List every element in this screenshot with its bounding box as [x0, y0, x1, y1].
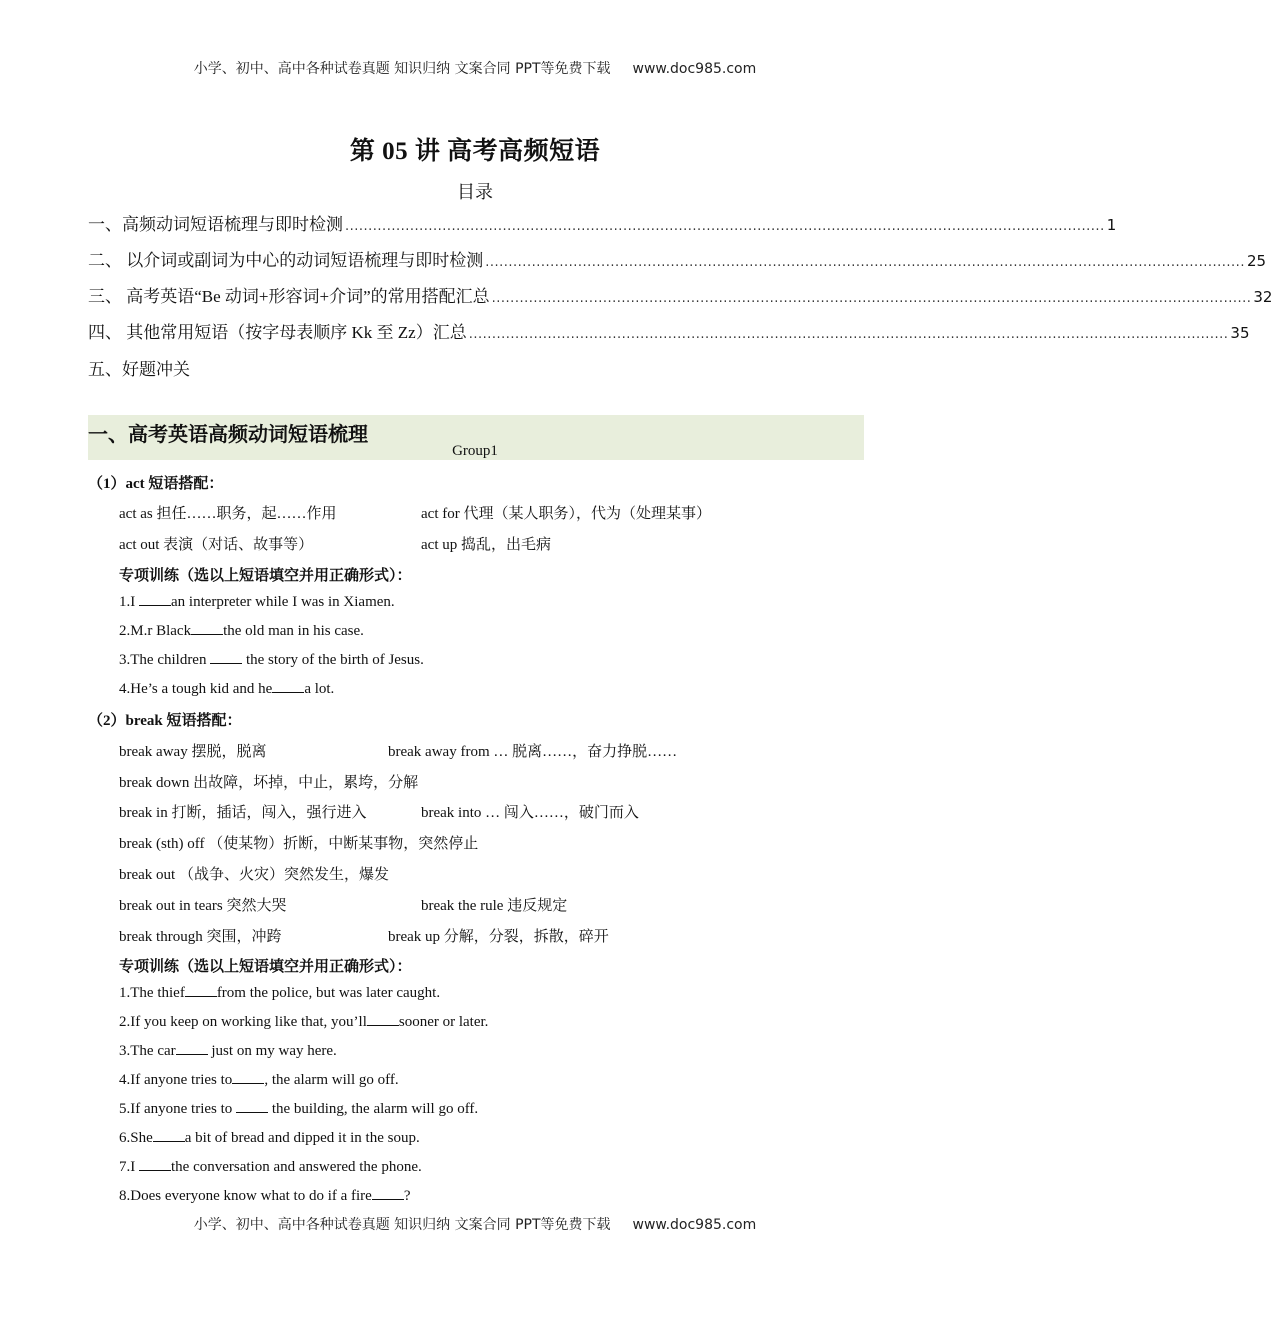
toc-heading: 目录	[457, 182, 493, 202]
answer-blank[interactable]	[139, 1157, 171, 1171]
phrase-item: break in 打断，插话，闯入，强行进入	[119, 805, 367, 821]
toc-leader: ....................................................................................................................................................................	[468, 327, 1229, 342]
toc-item-page: 25	[1246, 252, 1267, 270]
phrase-item: break the rule 违反规定	[421, 898, 568, 914]
exercise-item: 2.M.r Black the old man in his case.	[119, 623, 364, 639]
toc-item-label: 二、 以介词或副词为中心的动词短语梳理与即时检测	[88, 251, 484, 270]
section-title: 一、高考英语高频动词短语梳理	[88, 424, 368, 446]
act-heading: （1）act 短语搭配：	[88, 476, 224, 492]
exercise-item: 6.She a bit of bread and dipped it in the soup.	[119, 1130, 420, 1146]
footer-text: 小学、初中、高中各种试卷真题 知识归纳 文案合同 PPT等免费下载	[193, 1217, 611, 1233]
phrase-item: break away from … 脱离……，奋力挣脱……	[388, 744, 678, 760]
toc-item-five[interactable]: 五、好题冲关	[88, 360, 190, 379]
header-site[interactable]: www.doc985.com	[632, 61, 757, 77]
toc-item[interactable]	[88, 246, 1267, 270]
phrase-item: break away 摆脱，脱离	[119, 744, 267, 760]
group-label: Group1	[452, 443, 498, 459]
phrase-item: break into … 闯入……，破门而入	[421, 805, 639, 821]
phrase-item: act as 担任……职务，起……作用	[119, 506, 337, 522]
exercise-item: 3.The children the story of the birth of Jesus.	[119, 652, 424, 668]
toc-leader: ....................................................................................................................................................................	[345, 219, 1105, 234]
practice-heading: 专项训练（选以上短语填空并用正确形式）：	[119, 959, 412, 975]
answer-blank[interactable]	[372, 1186, 404, 1200]
answer-blank[interactable]	[210, 650, 242, 664]
footer-site[interactable]: www.doc985.com	[632, 1217, 757, 1233]
phrase-item: break out （战争、火灾）突然发生，爆发	[119, 867, 389, 883]
toc-item[interactable]	[88, 282, 1272, 306]
phrase-item: break out in tears 突然大哭	[119, 898, 287, 914]
answer-blank[interactable]	[191, 621, 223, 635]
page-title: 第 05 讲 高考高频短语	[349, 138, 601, 165]
exercise-item: 1.I an interpreter while I was in Xiamen.	[119, 594, 395, 610]
answer-blank[interactable]	[139, 592, 171, 606]
break-heading: （2）break 短语搭配：	[88, 713, 242, 729]
exercise-item: 4.If anyone tries to , the alarm will go off.	[119, 1072, 399, 1088]
toc-item-page: 1	[1106, 216, 1117, 234]
phrase-item: break through 突围，冲跨	[119, 929, 282, 945]
exercise-item: 1.The thief from the police, but was later caught.	[119, 985, 441, 1001]
exercise-item: 8.Does everyone know what to do if a fire ?	[119, 1188, 411, 1204]
page-footer	[0, 1214, 950, 1234]
answer-blank[interactable]	[185, 983, 217, 997]
toc-item-label: 三、 高考英语“Be 动词+形容词+介词”的常用搭配汇总	[88, 287, 490, 306]
phrase-item: act for 代理（某人职务），代为（处理某事）	[421, 506, 711, 522]
toc-item-page: 32	[1253, 288, 1272, 306]
toc-item-label: 一、高频动词短语梳理与即时检测	[88, 215, 343, 234]
toc-leader: ....................................................................................................................................................................	[491, 291, 1252, 306]
exercise-item: 2.If you keep on working like that, you’ll sooner or later.	[119, 1014, 489, 1030]
exercise-item: 5.If anyone tries to the building, the alarm will go off.	[119, 1101, 479, 1117]
answer-blank[interactable]	[153, 1128, 185, 1142]
answer-blank[interactable]	[367, 1012, 399, 1026]
toc-item[interactable]	[88, 210, 1117, 234]
phrase-item: break down 出故障，坏掉，中止，累垮，分解	[119, 775, 419, 791]
phrase-item: break up 分解，分裂，拆散，碎开	[388, 929, 609, 945]
exercise-item: 4.He’s a tough kid and he a lot.	[119, 681, 335, 697]
toc-item-label: 四、 其他常用短语（按字母表顺序 Kk 至 Zz）汇总	[88, 323, 467, 342]
toc-item-page: 35	[1230, 324, 1250, 342]
toc-leader: ....................................................................................................................................................................	[485, 255, 1245, 270]
exercise-item: 7.I the conversation and answered the phone.	[119, 1159, 422, 1175]
answer-blank[interactable]	[272, 679, 304, 693]
phrase-item: break (sth) off （使某物）折断，中断某事物，突然停止	[119, 836, 479, 852]
answer-blank[interactable]	[176, 1041, 208, 1055]
page-header	[0, 58, 950, 78]
answer-blank[interactable]	[232, 1070, 264, 1084]
toc-item[interactable]	[88, 318, 1250, 342]
phrase-item: act up 捣乱，出毛病	[421, 537, 551, 553]
header-text: 小学、初中、高中各种试卷真题 知识归纳 文案合同 PPT等免费下载	[193, 61, 611, 77]
practice-heading: 专项训练（选以上短语填空并用正确形式）：	[119, 568, 412, 584]
exercise-item: 3.The car just on my way here.	[119, 1043, 337, 1059]
answer-blank[interactable]	[236, 1099, 268, 1113]
phrase-item: act out 表演（对话、故事等）	[119, 537, 314, 553]
